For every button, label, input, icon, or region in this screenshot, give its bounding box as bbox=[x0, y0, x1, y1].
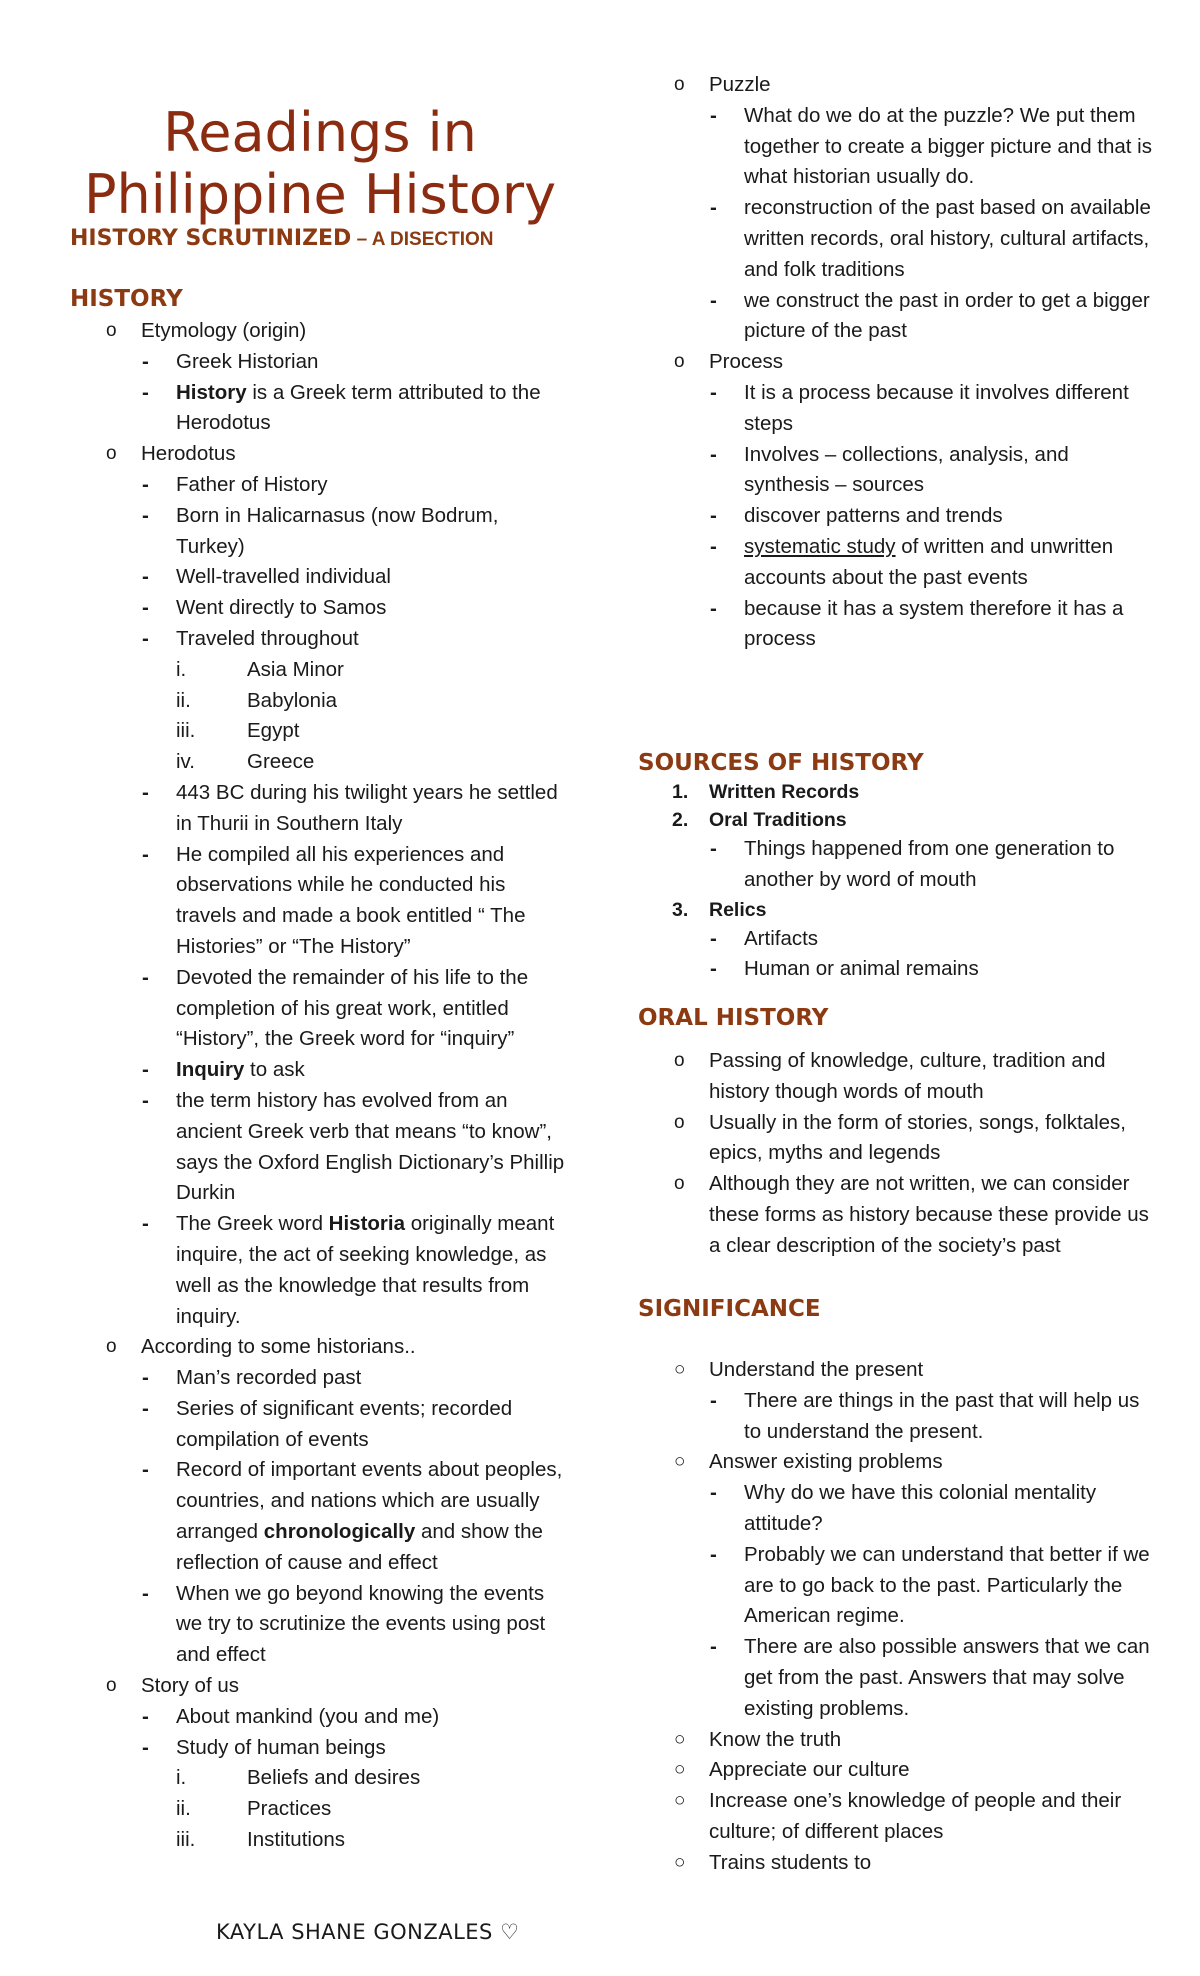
history-heading: HISTORY bbox=[70, 286, 183, 312]
roman-numeral: ii. bbox=[176, 688, 191, 712]
dash-bullet: - bbox=[142, 1704, 149, 1728]
list-item: - The Greek word Historia originally meant inquire, the act of seeking knowledge, as well as the knowledge that results from inquiry. bbox=[70, 1209, 570, 1332]
dash-bullet: - bbox=[710, 534, 717, 558]
author-footer: KAYLA SHANE GONZALES ♡ bbox=[216, 1920, 520, 1944]
list-item: ○ Know the truth bbox=[638, 1725, 1158, 1756]
dash-bullet: - bbox=[142, 1581, 149, 1605]
dash-bullet: - bbox=[142, 780, 149, 804]
sources-list bbox=[638, 778, 1158, 985]
roman-numeral: iv. bbox=[176, 750, 195, 774]
roman-numeral: i. bbox=[176, 1766, 187, 1790]
sources-heading: SOURCES OF HISTORY bbox=[638, 750, 924, 776]
list-item: - Devoted the remainder of his life to the completion of his great work, entitled “History”, the Greek word for “inquiry” bbox=[70, 963, 570, 1055]
circle-bullet: ○ bbox=[674, 1851, 686, 1873]
list-item: - Human or animal remains bbox=[638, 954, 1158, 985]
circle-bullet: ○ bbox=[674, 1359, 686, 1380]
systematic-study-term: systematic study bbox=[744, 534, 896, 558]
list-item: - Artifacts bbox=[638, 924, 1158, 955]
dash-bullet: - bbox=[710, 103, 717, 127]
dash-bullet: - bbox=[710, 442, 717, 466]
list-item-puzzle bbox=[638, 70, 1158, 101]
puzzle-label: Puzzle bbox=[709, 73, 771, 96]
dash-bullet: - bbox=[142, 1212, 149, 1236]
list-item-sub: ii. Practices bbox=[70, 1794, 570, 1825]
dash-bullet: - bbox=[710, 1542, 717, 1566]
item-number: 3. bbox=[672, 898, 689, 921]
story-label: Story of us bbox=[141, 1674, 239, 1698]
list-item-herodotus bbox=[70, 439, 570, 470]
list-item: - because it has a system therefore it has a process bbox=[638, 594, 1158, 656]
list-item-place: i. Asia Minor bbox=[70, 655, 570, 686]
dash-bullet: - bbox=[142, 349, 149, 373]
list-item: - Inquiry to ask bbox=[70, 1055, 570, 1086]
roman-numeral: iii. bbox=[176, 719, 196, 743]
list-item: - Traveled throughout bbox=[70, 624, 570, 655]
list-item: ○ Appreciate our culture bbox=[638, 1755, 1158, 1786]
circle-bullet: o bbox=[106, 443, 117, 465]
significance-heading: SIGNIFICANCE bbox=[638, 1296, 821, 1322]
list-item-historians bbox=[70, 1332, 570, 1363]
circle-bullet: o bbox=[106, 1675, 117, 1697]
circle-bullet: o bbox=[106, 1336, 117, 1358]
dash-bullet: - bbox=[710, 288, 717, 312]
list-item-sub: i. Beliefs and desires bbox=[70, 1763, 570, 1794]
inquiry-term: Inquiry bbox=[176, 1058, 245, 1082]
page-title: Readings in Philippine History bbox=[83, 101, 557, 227]
list-item: o Although they are not written, we can consider these forms as history because these provide us a clear description of the society’s past bbox=[638, 1169, 1158, 1261]
history-list bbox=[70, 316, 570, 1856]
circle-bullet: o bbox=[674, 74, 685, 95]
list-item: - History is a Greek term attributed to the Herodotus bbox=[70, 378, 570, 440]
list-item-understand: ○ Understand the present bbox=[638, 1355, 1158, 1386]
historians-label: According to some historians.. bbox=[141, 1335, 416, 1359]
history-term: History bbox=[176, 380, 247, 404]
list-item: o Usually in the form of stories, songs, folktales, epics, myths and legends bbox=[638, 1108, 1158, 1170]
circle-bullet: ○ bbox=[674, 1451, 686, 1473]
list-item: - Series of significant events; recorded compilation of events bbox=[70, 1394, 570, 1456]
subtitle-main: HISTORY SCRUTINIZED bbox=[70, 226, 352, 251]
list-item: - Study of human beings bbox=[70, 1733, 570, 1764]
dash-bullet: - bbox=[142, 565, 149, 589]
list-item: - There are also possible answers that we can get from the past. Answers that may solve existing problems. bbox=[638, 1632, 1158, 1724]
list-item: - Involves – collections, analysis, and synthesis – sources bbox=[638, 440, 1158, 502]
dash-bullet: - bbox=[710, 1635, 717, 1659]
dash-bullet: - bbox=[710, 957, 717, 981]
oral-history-list bbox=[638, 1046, 1158, 1262]
dash-bullet: - bbox=[142, 965, 149, 989]
list-item: - Well-travelled individual bbox=[70, 562, 570, 593]
list-item-place: ii. Babylonia bbox=[70, 686, 570, 717]
dash-bullet: - bbox=[710, 926, 717, 950]
roman-numeral: iii. bbox=[176, 1828, 196, 1852]
list-item-story bbox=[70, 1671, 570, 1702]
dash-bullet: - bbox=[710, 196, 717, 220]
list-item-process bbox=[638, 347, 1158, 378]
circle-bullet: ○ bbox=[674, 1790, 686, 1812]
dash-bullet: - bbox=[710, 380, 717, 404]
significance-list bbox=[638, 1355, 1158, 1879]
dash-bullet: - bbox=[710, 504, 717, 528]
numbered-item: 3. Relics bbox=[638, 896, 1158, 924]
list-item: - discover patterns and trends bbox=[638, 501, 1158, 532]
dash-bullet: - bbox=[142, 1058, 149, 1082]
roman-numeral: i. bbox=[176, 657, 187, 681]
list-item-sub: iii. Institutions bbox=[70, 1825, 570, 1856]
circle-bullet: ○ bbox=[674, 1728, 686, 1750]
list-item: - systematic study of written and unwritten accounts about the past events bbox=[638, 532, 1158, 594]
dash-bullet: - bbox=[142, 626, 149, 650]
list-item: - we construct the past in order to get a bigger picture of the past bbox=[638, 286, 1158, 348]
dash-bullet: - bbox=[142, 472, 149, 496]
list-item: - Record of important events about peoples, countries, and nations which are usually arranged chronologically and show the reflection of cause and effect bbox=[70, 1455, 570, 1578]
list-item: - Probably we can understand that better if we are to go back to the past. Particularly the American regime. bbox=[638, 1540, 1158, 1632]
list-item: - Things happened from one generation to another by word of mouth bbox=[638, 834, 1158, 896]
list-item: - About mankind (you and me) bbox=[70, 1702, 570, 1733]
list-item: o Passing of knowledge, culture, tradition and history though words of mouth bbox=[638, 1046, 1158, 1108]
list-item: - He compiled all his experiences and observations while he conducted his travels and made a book entitled “ The Histories” or “The History” bbox=[70, 840, 570, 963]
circle-bullet: o bbox=[674, 1050, 685, 1071]
dash-bullet: - bbox=[142, 1366, 149, 1390]
etymology-label: Etymology (origin) bbox=[141, 319, 307, 342]
dash-bullet: - bbox=[142, 596, 149, 620]
circle-bullet: o bbox=[674, 1111, 685, 1133]
dash-bullet: - bbox=[142, 1088, 149, 1112]
list-item: - reconstruction of the past based on available written records, oral history, cultural artifacts, and folk traditions bbox=[638, 193, 1158, 285]
list-item: ○ Trains students to bbox=[638, 1848, 1158, 1879]
list-item: ○ Increase one’s knowledge of people and their culture; of different places bbox=[638, 1786, 1158, 1848]
list-item: - Went directly to Samos bbox=[70, 593, 570, 624]
circle-bullet: o bbox=[674, 351, 685, 373]
list-item: - Born in Halicarnasus (now Bodrum, Turkey) bbox=[70, 501, 570, 563]
dash-bullet: - bbox=[142, 1458, 149, 1482]
chronologically-term: chronologically bbox=[263, 1520, 416, 1544]
dash-bullet: - bbox=[142, 380, 149, 404]
list-item: - There are things in the past that will help us to understand the present. bbox=[638, 1386, 1158, 1448]
dash-bullet: - bbox=[142, 842, 149, 866]
dash-bullet: - bbox=[142, 1396, 149, 1420]
dash-bullet: - bbox=[142, 1735, 149, 1759]
dash-bullet: - bbox=[710, 837, 717, 860]
circle-bullet: o bbox=[674, 1173, 685, 1195]
list-item: - Greek Historian bbox=[70, 347, 570, 378]
list-item: - Why do we have this colonial mentality attitude? bbox=[638, 1478, 1158, 1540]
list-item: - the term history has evolved from an ancient Greek verb that means “to know”, says the Oxford English Dictionary’s Phillip Durkin bbox=[70, 1086, 570, 1209]
oral-history-heading: ORAL HISTORY bbox=[638, 1005, 829, 1031]
dash-bullet: - bbox=[142, 503, 149, 527]
numbered-item: 2. Oral Traditions bbox=[638, 806, 1158, 834]
numbered-item: 1. Written Records bbox=[638, 778, 1158, 806]
process-label: Process bbox=[709, 350, 784, 374]
list-item: - 443 BC during his twilight years he settled in Thurii in Southern Italy bbox=[70, 778, 570, 840]
dash-bullet: - bbox=[710, 1388, 717, 1412]
puzzle-process-list bbox=[638, 70, 1158, 655]
item-number: 1. bbox=[672, 781, 689, 803]
list-item: - Father of History bbox=[70, 470, 570, 501]
list-item: - What do we do at the puzzle? We put them together to create a bigger picture and that is what historian usually do. bbox=[638, 101, 1158, 193]
roman-numeral: ii. bbox=[176, 1797, 191, 1821]
list-item-place: iii. Egypt bbox=[70, 716, 570, 747]
subtitle-dash: – A DISECTION bbox=[351, 229, 494, 250]
circle-bullet: ○ bbox=[674, 1759, 686, 1781]
list-item: - When we go beyond knowing the events we try to scrutinize the events using post and effect bbox=[70, 1579, 570, 1671]
list-item-etymology bbox=[70, 316, 570, 347]
herodotus-label: Herodotus bbox=[141, 442, 236, 466]
list-item-answer: ○ Answer existing problems bbox=[638, 1447, 1158, 1478]
item-number: 2. bbox=[672, 809, 689, 831]
circle-bullet: o bbox=[106, 320, 117, 341]
historia-term: Historia bbox=[328, 1212, 405, 1236]
subtitle bbox=[70, 226, 493, 251]
dash-bullet: - bbox=[710, 596, 717, 620]
list-item: - It is a process because it involves different steps bbox=[638, 378, 1158, 440]
list-item-place: iv. Greece bbox=[70, 747, 570, 778]
list-item: - Man’s recorded past bbox=[70, 1363, 570, 1394]
dash-bullet: - bbox=[710, 1481, 717, 1505]
